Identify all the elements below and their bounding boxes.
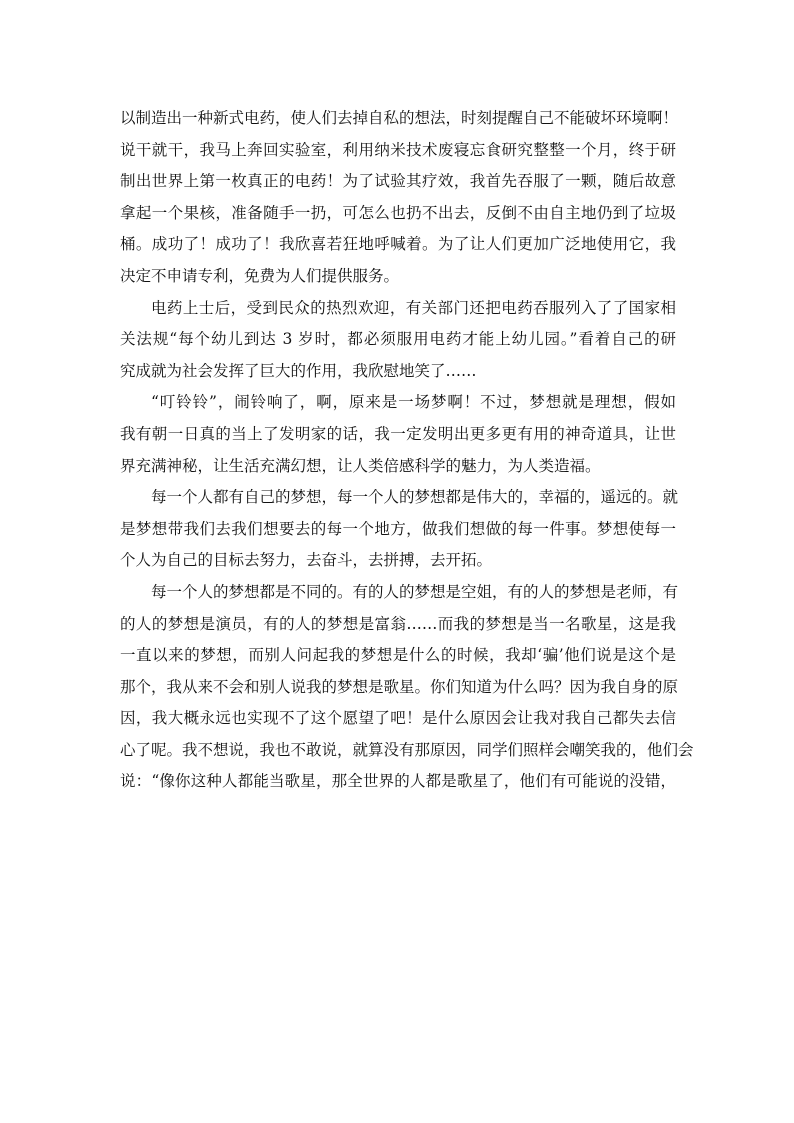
text-line: 那个，我从来不会和别人说我的梦想是歌星。你们知道为什么吗？因为我自身的原	[120, 677, 679, 696]
text-line: 界充满神秘，让生活充满幻想，让人类倍感科学的魅力，为人类造福。	[120, 456, 601, 475]
text-line: 是梦想带我们去我们想要去的每一个地方，做我们想做的每一件事。梦想使每一	[120, 519, 676, 538]
text-line: 以制造出一种新式电药，使人们去掉自私的想法，时刻提醒自己不能破坏环境啊！	[120, 109, 679, 127]
document-body	[120, 103, 694, 798]
text-line: 个人为自己的目标去努力，去奋斗，去拼搏，去开拓。	[120, 551, 493, 570]
text-line: 一直以来的梦想，而别人问起我的梦想是什么的时候，我却‘骗’他们说是这个是	[120, 646, 676, 665]
text-line: 决定不申请专利，免费为人们提供服务。	[120, 266, 400, 285]
text-line: 心了呢。我不想说，我也不敢说，就算没有那原因，同学们照样会嘲笑我的，他们会	[120, 740, 694, 759]
text-line: 说：“像你这种人都能当歌星，那全世界的人都是歌星了，他们有可能说的没错，	[120, 772, 676, 791]
text-line: 的人的梦想是演员，有的人的梦想是富翁……而我的梦想是当一名歌星，这是我	[120, 614, 676, 633]
text-line: 说干就干，我马上奔回实验室，利用纳米技术废寝忘食研究整整一个月，终于研	[120, 140, 676, 159]
text-line: 拿起一个果核，准备随手一扔，可怎么也扔不出去，反倒不由自主地仍到了垃圾	[120, 203, 676, 222]
text-line: “叮铃铃”，闹铃响了，啊，原来是一场梦啊！不过，梦想就是理想，假如	[151, 393, 676, 412]
text-line: 电药上士后，受到民众的热烈欢迎，有关部门还把电药吞服列入了了国家相	[151, 298, 676, 317]
text-line: 每一个人都有自己的梦想，每一个人的梦想都是伟大的，幸福的，遥远的。就	[151, 488, 679, 507]
text-line: 我有朝一日真的当上了发明家的话，我一定发明出更多更有用的神奇道具，让世	[120, 424, 676, 443]
text-line: 因，我大概永远也实现不了这个愿望了吧！是什么原因会让我对我自己都失去信	[120, 709, 676, 728]
text-line: 每一个人的梦想都是不同的。有的人的梦想是空姐，有的人的梦想是老师，有	[151, 582, 679, 601]
text-line: 究成就为社会发挥了巨大的作用，我欣慰地笑了……	[120, 361, 477, 380]
text-line: 桶。成功了！成功了！我欣喜若狂地呼喊着。为了让人们更加广泛地使用它，我	[120, 235, 676, 254]
text-line: 制出世界上第一枚真正的电药！为了试验其疗效，我首先吞服了一颗，随后故意	[120, 172, 676, 191]
text-line: 关法规“每个幼儿到达 3 岁时，都必须服用电药才能上幼儿园。”看着自己的研	[120, 330, 676, 349]
